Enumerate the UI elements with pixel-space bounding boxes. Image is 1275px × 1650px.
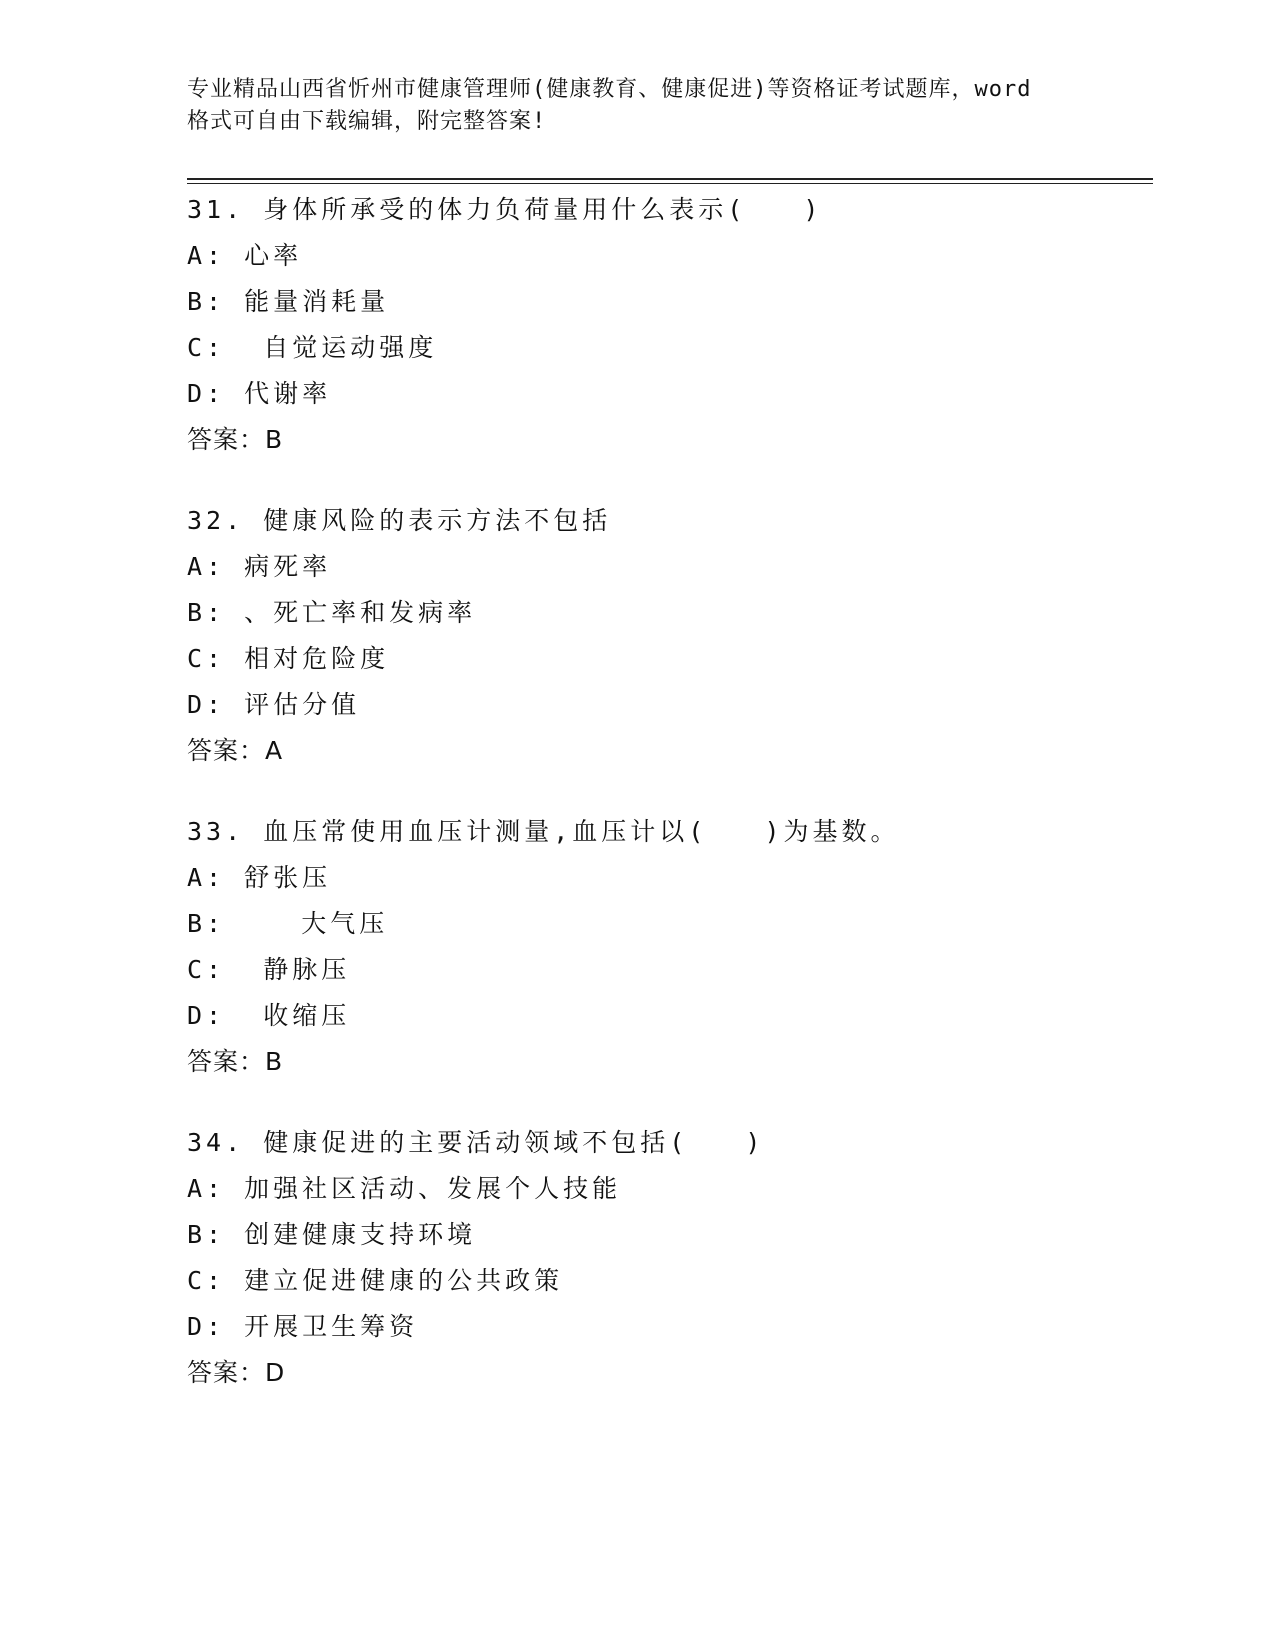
option-c: C: 相对危险度 (187, 644, 390, 673)
question-32 (187, 498, 1147, 774)
option-c: C: 自觉运动强度 (187, 333, 438, 362)
answer: 答案：B (187, 1047, 284, 1076)
question-stem: 34. 健康促进的主要活动领域不包括( ) (187, 1128, 765, 1157)
option-d: D: 收缩压 (187, 1001, 351, 1030)
option-b: B: 大气压 (187, 909, 389, 938)
option-a: A: 心率 (187, 241, 303, 270)
option-b: B: 创建健康支持环境 (187, 1220, 477, 1249)
header-note: 专业精品山西省忻州市健康管理师(健康教育、健康促进)等资格证考试题库，word 格式可自由下载编辑，附完整答案! (187, 77, 1032, 134)
option-c: C: 建立促进健康的公共政策 (187, 1266, 564, 1295)
option-a: A: 病死率 (187, 552, 332, 581)
option-c: C: 静脉压 (187, 955, 351, 984)
question-33 (187, 809, 1147, 1085)
option-a: A: 加强社区活动、发展个人技能 (187, 1174, 622, 1203)
question-34 (187, 1120, 1147, 1396)
option-a: A: 舒张压 (187, 863, 332, 892)
header-divider (187, 178, 1153, 184)
question-stem: 32. 健康风险的表示方法不包括 (187, 506, 612, 535)
question-31 (187, 187, 1147, 463)
question-stem: 31. 身体所承受的体力负荷量用什么表示( ) (187, 195, 823, 224)
answer: 答案：A (187, 736, 284, 765)
question-stem: 33. 血压常使用血压计测量,血压计以( )为基数。 (187, 817, 900, 846)
option-d: D: 代谢率 (187, 379, 332, 408)
option-d: D: 评估分值 (187, 690, 361, 719)
option-b: B: 、死亡率和发病率 (187, 598, 477, 627)
answer: 答案：B (187, 425, 284, 454)
option-d: D: 开展卫生筹资 (187, 1312, 419, 1341)
answer: 答案：D (187, 1358, 286, 1387)
option-b: B: 能量消耗量 (187, 287, 390, 316)
